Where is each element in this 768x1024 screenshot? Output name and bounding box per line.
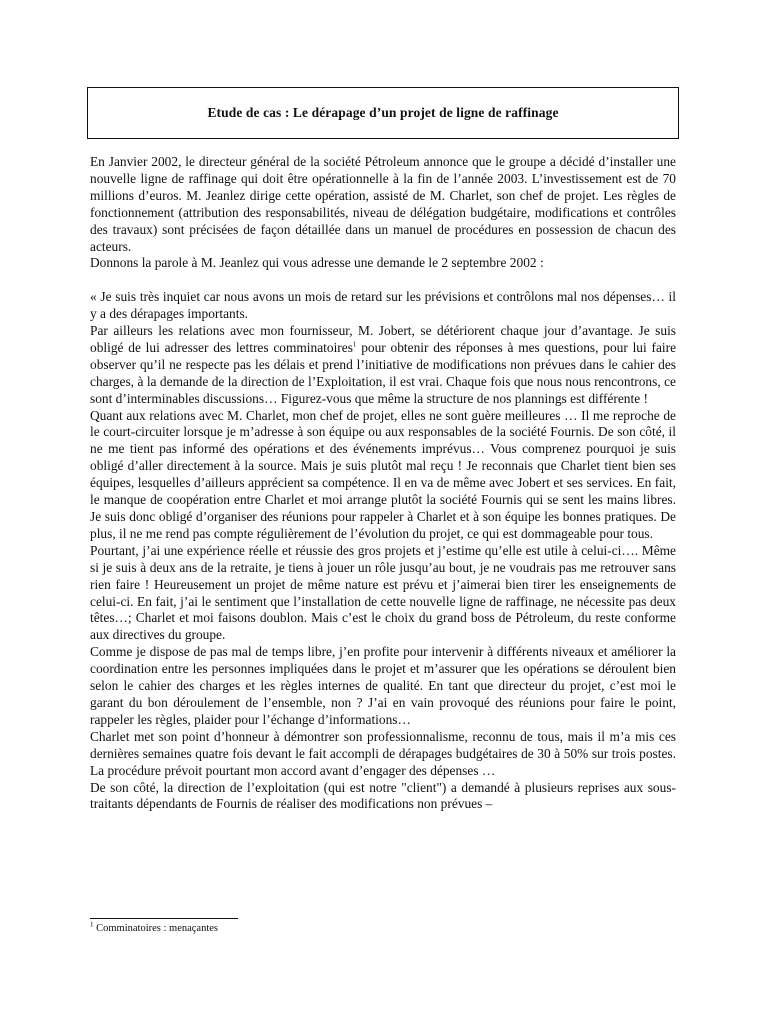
- paragraph-quote-6: Charlet met son point d’honneur à démontrer son professionnalisme, reconnu de tous, mais il m’a mis ces dernières semaines quatre fois devant le fait accompli de dérapages budgétaires de 30 à 50% sur trois postes. La procédure prévoit pourtant mon accord avant d’engager des dépenses …: [90, 728, 676, 778]
- paragraph-quote-4: Pourtant, j’ai une expérience réelle et réussie des gros projets et j’estime qu’elle est utile à celui-ci…. Même si je suis à deux ans de la retraite, je tiens à jouer un rôle jusqu’au bout, je ne voudrais pas me retrouver sans rien faire ! Heureusement un projet de même nature est prévu et j’aimerai bien tirer les enseignements de celui-ci. En fait, j’ai le sentiment que l’installation de cette nouvelle ligne de raffinage, ne nécessite pas deux têtes…; Charlet et moi faisons doublon. Mais c’est le choix du grand boss de Pétroleum, du reste conforme aux directives du groupe.: [90, 542, 676, 643]
- footnote-text: Comminatoires : menaçantes: [93, 923, 219, 934]
- footnote-mark: 1: [90, 920, 94, 929]
- document-body: [90, 154, 676, 813]
- title-box: [87, 87, 679, 139]
- footnote: [90, 922, 218, 935]
- paragraph-quote-2: [90, 323, 676, 408]
- paragraph-gap: [90, 272, 676, 289]
- paragraph-quote-2-end: pour obtenir des réponses à mes questions, pour lui faire observer qu’il ne respecte pas les délais et prend l’initiative de modifications non prévues dans le cahier des charges, à la demande de la direction de l’Exploitation, il est vrai. Chaque fois que nous nous rencontrons, ce sont d’interminables discussions… Figurez-vous que même la structure de nos plannings est différente !: [90, 339, 677, 406]
- paragraph-intro: En Janvier 2002, le directeur général de la société Pétroleum annonce que le groupe a décidé d’installer une nouvelle ligne de raffinage qui doit être opérationnelle à la fin de l’année 2003. L’investissement est de 70 millions d’euros. M. Jeanlez dirige cette opération, assisté de M. Charlet, son chef de projet. Les règles de fonctionnement (attribution des responsabilités, niveau de délégation budgétaire, modifications et contrôles des travaux) sont précisées de façon détaillée dans un manuel de procédures en possession de chacun des acteurs.: [90, 154, 676, 254]
- document-title: Etude de cas : Le dérapage d’un projet de ligne de raffinage: [207, 105, 559, 120]
- paragraph-quote-3: Quant aux relations avec M. Charlet, mon chef de projet, elles ne sont guère meilleures … Il me reproche de le court-circuiter lorsque je m’adresse à son équipe ou aux responsables de la société Fournis. De son côté, il ne me tient pas informé des opérations et des événements imprévus… Vous comprenez pourquoi je suis obligé d’aller directement à la source. Mais je suis plutôt mal reçu ! Je reconnais que Charlet tient bien ses équipes, lesquelles d’ailleurs apprécient sa compétence. Il en va de même avec Jobert et ses services. En fait, le manque de coopération entre Charlet et moi arrange plutôt la société Fournis qui se sent les mains libres. Je suis donc obligé d’organiser des réunions pour rappeler à Charlet et à son équipe les bonnes pratiques. De plus, il ne me rend pas compte régulièrement de l’évolution du projet, ce qui est dommageable pour tous.: [90, 407, 676, 541]
- paragraph-quote-1: « Je suis très inquiet car nous avons un mois de retard sur les prévisions et contrôlons mal nos dépenses… il y a des dérapages importants.: [90, 289, 676, 322]
- paragraph-lead: Donnons la parole à M. Jeanlez qui vous adresse une demande le 2 septembre 2002 :: [90, 255, 544, 271]
- footnote-reference[interactable]: 1: [352, 340, 357, 349]
- footnote-separator: [90, 918, 238, 919]
- paragraph-quote-7: De son côté, la direction de l’exploitation (qui est notre "client") a demandé à plusieurs reprises aux sous-traitants dépendants de Fournis de réaliser des modifications non prévues –: [90, 779, 676, 812]
- paragraph-quote-2-start: Par ailleurs les relations avec mon fournisseur, M. Jobert, se détériorent chaque jour d’avantage. Je suis obligé de lui adresser des lettres comminatoires: [90, 323, 676, 355]
- paragraph-quote-5: Comme je dispose de pas mal de temps libre, j’en profite pour intervenir à différents niveaux et améliorer la coordination entre les personnes impliquées dans le projet et m’assurer que les opérations se déroulent bien selon le cahier des charges et les règles internes de qualité. En tant que directeur du projet, c’est moi le garant du bon déroulement de l’ensemble, non ? J’ai en vain provoqué des réunions pour faire le point, rappeler les règles, plaider pour l’échange d’informations…: [90, 644, 676, 727]
